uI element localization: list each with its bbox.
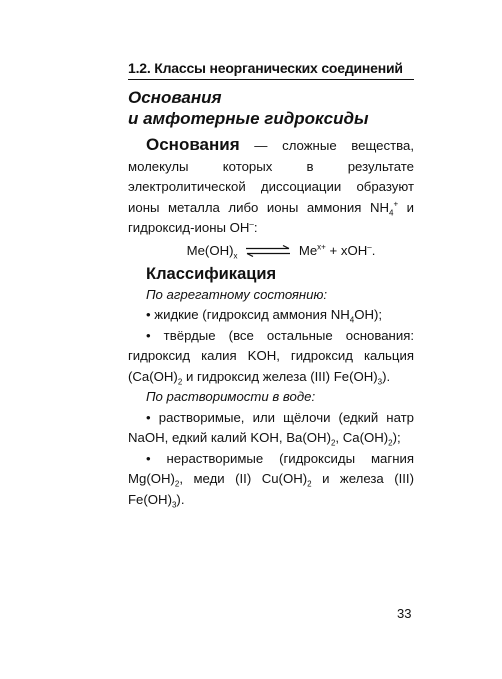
classification-heading: Классификация [146,264,277,283]
equation-right-me: Me [298,242,318,258]
solid-text-2: и гидроксид железа (III) Fe(OH) [182,368,378,384]
definition-text-1: сложные вещества, молекулы которых в результате электролитической диссоциации образуют ионы металла либо ионы аммония NH [128,138,414,215]
by-state-heading: По агрегатному состоянию: [146,286,328,302]
equilibrium-arrow-icon [245,245,291,257]
insoluble-subscript-1: 2 [174,479,180,489]
section-title-line-2: и амфотерные гидроксиды [128,109,369,128]
insoluble-text-2: , меди (II) Cu(OH) [179,471,308,486]
running-header: 1.2. Классы неорганических соединений [128,60,414,80]
solid-text-1: • твёрдые (все остальные основания: гидроксид калия KOH, гидроксид кальция (Ca(OH) [128,327,414,384]
solid-bases-item [128,326,414,388]
solid-subscript-1: 2 [177,377,183,387]
insoluble-subscript-3: 3 [171,500,177,510]
soluble-text-3: ); [392,430,401,445]
insoluble-text-1: • нерастворимые (гидроксиды магния Mg(OH) [128,450,414,486]
soluble-subscript-2: 2 [388,438,393,448]
oh-superscript: – [249,219,254,229]
soluble-bases-item [128,408,414,449]
page-number: 33 [397,606,412,621]
equation-left-subscript: x [233,251,238,261]
section-title-line-1: Основания [128,88,222,107]
equation-me-superscript: x+ [317,242,326,252]
insoluble-subscript-2: 2 [307,479,312,489]
solid-text-3: ). [382,368,391,384]
nh4-subscript: 4 [389,208,394,218]
equation-left: Me(OH) [186,242,234,258]
soluble-subscript-1: 2 [330,438,336,448]
equation-oh-superscript: – [367,242,372,252]
insoluble-text-3: и железа (III) Fe(OH) [128,471,414,507]
nh4-superscript: + [393,199,399,209]
equation-end: . [371,242,376,258]
definition-text-3: : [253,220,258,235]
dissociation-equation [128,239,414,263]
definition-term: Основания [146,135,240,154]
liquid-text-1: • жидкие (гидроксид аммония NH [146,307,350,322]
insoluble-bases-item [128,449,414,511]
by-solubility-heading: По растворимости в воде: [146,389,316,404]
definition-paragraph [128,135,414,239]
insoluble-text-4: ). [176,491,185,507]
equation-right-rest: + xOH [325,242,368,258]
soluble-text-1: • растворимые, или щёлочи (едкий натр NaOH, едкий калий KOH, Ba(OH) [128,409,414,445]
definition-dash: — [239,138,283,153]
section-title [128,87,414,129]
definition-text-2: и гидроксид-ионы OH [128,199,415,235]
page-content [128,60,414,510]
liquid-bases-item [128,305,414,326]
solid-subscript-2: 3 [377,377,383,387]
liquid-subscript: 4 [349,315,355,325]
soluble-text-2: , Ca(OH) [335,430,389,445]
liquid-text-2: OH); [354,307,383,322]
